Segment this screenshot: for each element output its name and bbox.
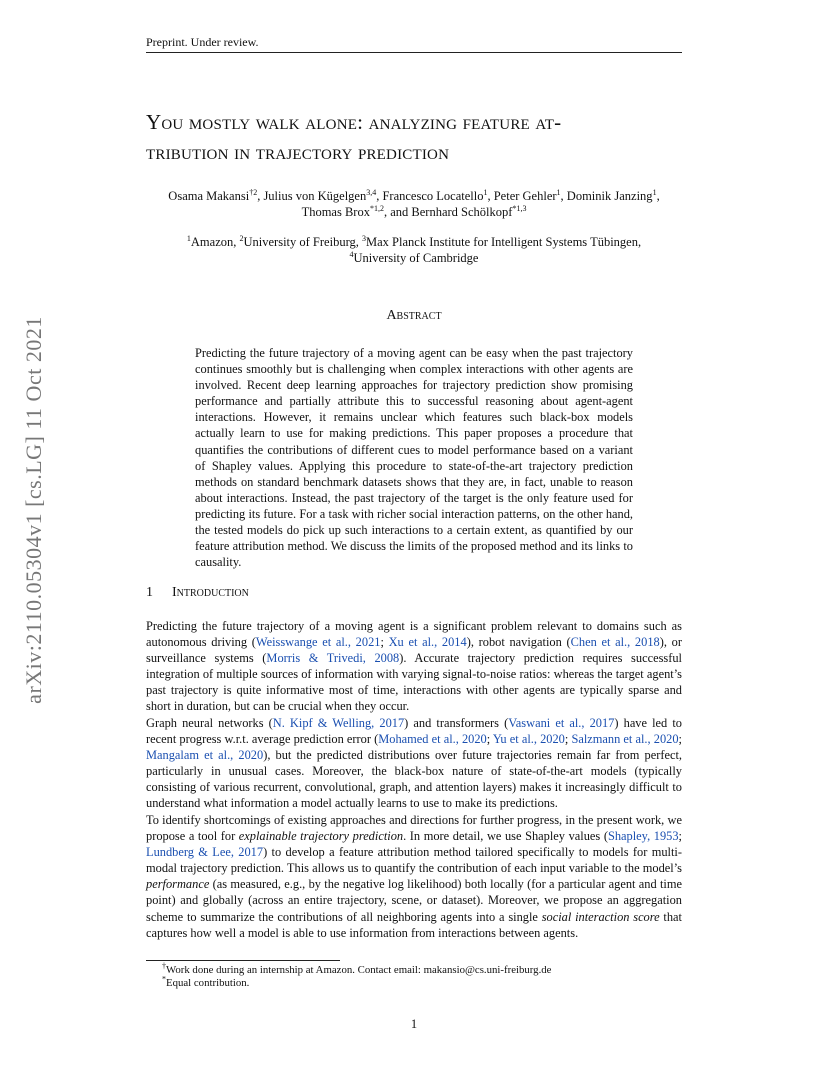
abstract-heading: Abstract — [386, 308, 442, 323]
paper-title — [146, 107, 706, 167]
author-name: Thomas Brox — [301, 205, 370, 219]
author-affil-mark: 1 — [483, 187, 488, 197]
arxiv-sidebar — [4, 290, 64, 730]
author-affil-mark: 3,4 — [366, 187, 377, 197]
author-affil-mark: 1 — [652, 187, 657, 197]
author-affil-mark: 1 — [556, 187, 561, 197]
citation-link[interactable]: Chen et al., 2018 — [570, 635, 660, 650]
paragraph: Predicting the future trajectory of a moving agent is a significant problem relevant to domains such as autonomous driving (Weisswange et al., 2021; Xu et al., 2014), robot navigation (Chen et al., 2018), or surveillance systems (Morris & Trivedi, 2008). Accurate trajectory prediction requires successful integration of multiple sources of information with varying signal-to-noise ratios: whereas the target agent’s past trajectory is quite informative most of time, interactions with other agents are typically sparse and short in duration, but can be crucial when they occur. — [146, 619, 682, 714]
citation-link[interactable]: Shapley, 1953 — [607, 829, 679, 844]
abstract-text: Predicting the future trajectory of a moving agent can be easy when the past trajectory continues smoothly but is challenging when complex interactions with other agents are involved. Recent deep learning approaches for trajectory prediction show promising performance and partially attribute this to successful reasoning about agent-agent interactions. However, it remains unclear which features such black-box models actually learn to use for making predictions. This paper proposes a procedure that quantifies the contributions of different cues to model performance based on a variant of Shapley values. Applying this procedure to state-of-the-art trajectory prediction methods on standard benchmark datasets shows that they are, in fact, unable to reason about interactions. Instead, the past trajectory of the target is the only feature used for predicting its future. For a task with richer social interaction patterns, on the other hand, the tested models do pick up such interactions to a certain extent, as quantified by our feature attribution method. We discuss the limits of the proposed method and its links to causality. — [195, 346, 633, 570]
arxiv-identifier: arXiv:2110.05304v1 [cs.LG] 11 Oct 2021 — [21, 316, 46, 704]
footnote-mark: † — [162, 961, 166, 971]
author-name: Osama Makansi — [168, 189, 250, 203]
author-name: Dominik Janzing — [566, 189, 653, 203]
affiliation: University of Freiburg, — [243, 235, 363, 249]
footnote: †Work done during an internship at Amazon. Contact email: makansio@cs.uni-freiburg.de — [162, 961, 552, 976]
citation-link[interactable]: Lundberg & Lee, 2017 — [146, 845, 264, 860]
citation-link[interactable]: Mohamed et al., 2020 — [378, 732, 487, 747]
page-number: 1 — [410, 1017, 418, 1031]
author-name: Julius von Kügelgen — [263, 189, 367, 203]
author-affil-mark: *1,3 — [512, 203, 527, 213]
title-line-2: tribution in trajectory prediction — [146, 140, 450, 164]
citation-link[interactable]: Mangalam et al., 2020 — [146, 748, 264, 763]
author-affil-mark: †2 — [249, 187, 258, 197]
author-affil-mark: *1,2 — [369, 203, 384, 213]
section-title: Introduction — [172, 585, 249, 600]
paragraph: To identify shortcomings of existing approaches and directions for further progress, in the present work, we propose a tool for explainable trajectory prediction. In more detail, we use Shapley values (Shapley, 1953; Lundberg & Lee, 2017) to develop a feature attribution method tailored specifically to models for multi-modal trajectory prediction. This allows us to quantify the contribution of each input variable to the model’s performance (as measured, e.g., by the negative log likelihood) both locally (for a particular agent and time point) and globally (across an entire trajectory, scene, or dataset). Moreover, we propose an aggregation scheme to summarize the contributions of all neighboring agents into a single social interaction score that captures how well a model is able to use information from interactions between agents. — [146, 813, 683, 940]
citation-link[interactable]: N. Kipf & Welling, 2017 — [272, 716, 405, 730]
affiliation: Max Planck Institute for Intelligent Systems Tübingen, — [366, 235, 642, 249]
title-line-1: You mostly walk alone: analyzing feature at- — [146, 110, 562, 134]
citation-link[interactable]: Salzmann et al., 2020 — [571, 732, 679, 747]
emphasis: social interaction score — [541, 909, 660, 924]
section-heading — [146, 585, 249, 601]
citation-link[interactable]: Xu et al., 2014 — [388, 635, 467, 650]
author-name: Bernhard Schölkopf — [411, 205, 513, 219]
citation-link[interactable]: Yu et al., 2020 — [492, 732, 565, 747]
author-list: Osama Makansi$^{\dagger 2}$, Julius von Kügelgen$^{3,4}$, Francesco Locatello$^1$, Peter Gehler$^1$, Dominik Janzing$^1$, Thomas Brox$^{*1,2}$, and Bernhard Schölkopf$^{*1,3}$ — [168, 187, 660, 219]
footnote: *Equal contribution. — [162, 974, 250, 989]
affiliation: University of Cambridge — [353, 251, 479, 265]
footnote-rule — [146, 960, 340, 961]
section-number: 1 — [146, 585, 153, 600]
emphasis: explainable trajectory prediction — [238, 829, 404, 844]
header-rule — [146, 52, 682, 53]
citation-link[interactable]: Morris & Trivedi, 2008 — [266, 651, 400, 666]
affiliation: Amazon, — [190, 235, 240, 249]
paragraph: Graph neural networks (N. Kipf & Welling, 2017) and transformers (Vaswani et al., 2017) have led to recent progress w.r.t. average prediction error (Mohamed et al., 2020; Yu et al., 2020; Salzmann et al., 2020; Mangalam et al., 2020), but the predicted distributions over future trajectories remain far from perfect, particularly in unusual cases. Moreover, the black-box nature of state-of-the-art models (typically consisting of various recurrent, convolutional, graph, and attention layers) makes it increasingly difficult to understand what information a model actually learns to use to make its predictions. — [146, 716, 682, 811]
footnote-mark: * — [162, 974, 166, 984]
citation-link[interactable]: Weisswange et al., 2021 — [255, 635, 381, 650]
author-name: Peter Gehler — [493, 189, 557, 203]
citation-link[interactable]: Vaswani et al., 2017 — [508, 716, 615, 730]
affiliations: $^1$Amazon, $^2$University of Freiburg, $^3$Max Planck Institute for Intelligent Systems Tübingen, $^4$University of Cambridge — [186, 233, 642, 265]
running-header: Preprint. Under review. — [146, 35, 259, 49]
author-name: Francesco Locatello — [382, 189, 484, 203]
emphasis: performance — [146, 877, 210, 892]
